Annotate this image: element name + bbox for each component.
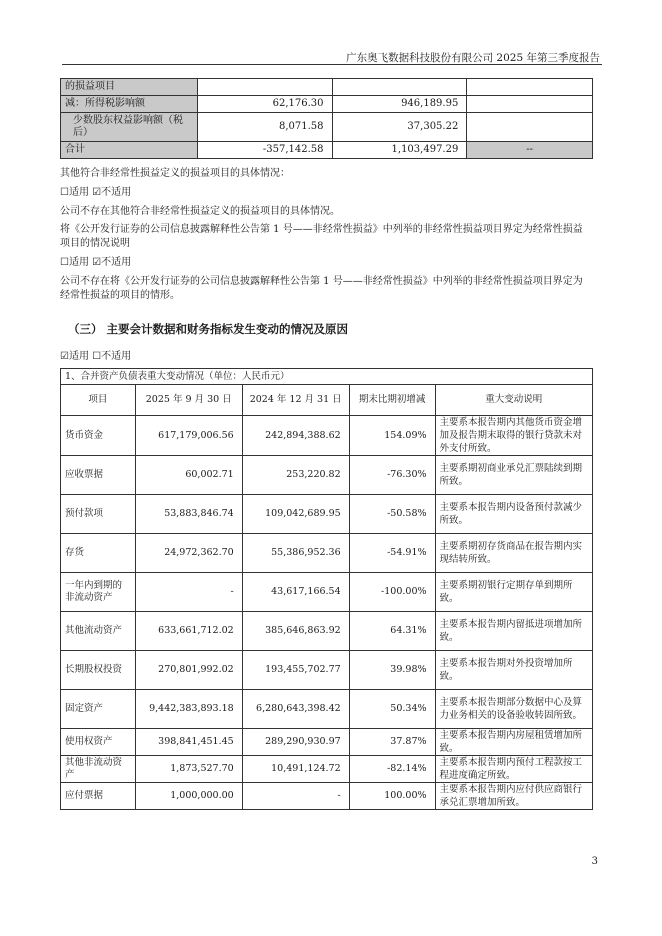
table-row bbox=[61, 495, 593, 534]
item-cell: 应付票据 bbox=[61, 783, 136, 810]
item-cell: 一年内到期的非流动资产 bbox=[61, 573, 136, 612]
table-row bbox=[61, 416, 593, 456]
value-cell: 1,873,527.70 bbox=[135, 756, 242, 783]
value-cell bbox=[467, 96, 593, 113]
change-cell: -76.30% bbox=[349, 456, 435, 495]
table-caption-row bbox=[61, 369, 593, 385]
table-row bbox=[61, 651, 593, 690]
table-row bbox=[61, 783, 593, 810]
non-recurring-table bbox=[60, 78, 593, 159]
value-cell bbox=[332, 79, 467, 96]
table-row bbox=[61, 79, 593, 96]
value-cell: 633,661,712.02 bbox=[135, 612, 242, 651]
row-label: 的损益项目 bbox=[61, 79, 198, 96]
description-cell: 主要系本报告期部分数据中心及算力业务相关的设备验收转固所致。 bbox=[435, 690, 592, 729]
description-cell: 主要系期初银行定期存单到期所致。 bbox=[435, 573, 592, 612]
description-cell: 主要系本报告期内预付工程款按工程进度确定所致。 bbox=[435, 756, 592, 783]
description-cell: 主要系本报告期内设备预付款减少所致。 bbox=[435, 495, 592, 534]
value-cell: 24,972,362.70 bbox=[135, 534, 242, 573]
applicability-options: ☐适用 ☑不适用 bbox=[60, 257, 132, 268]
description-cell: 主要系本报告期对外投资增加所致。 bbox=[435, 651, 592, 690]
value-cell: -357,142.58 bbox=[197, 142, 332, 159]
change-cell: 100.00% bbox=[349, 783, 435, 810]
value-cell: 55,386,952.36 bbox=[242, 534, 349, 573]
value-cell: 37,305.22 bbox=[332, 113, 467, 142]
change-cell: 64.31% bbox=[349, 612, 435, 651]
column-header: 重大变动说明 bbox=[435, 385, 592, 416]
table-caption: 1、合并资产负债表重大变动情况（单位：人民币元） bbox=[61, 369, 593, 385]
paragraph: 公司不存在其他符合非经常性损益定义的损益项目的具体情况。 bbox=[60, 206, 340, 217]
item-cell: 应收票据 bbox=[61, 456, 136, 495]
row-label: 少数股东权益影响额（税后） bbox=[61, 113, 198, 142]
column-header: 项目 bbox=[61, 385, 136, 416]
column-header: 期末比期初增减 bbox=[349, 385, 435, 416]
value-cell: - bbox=[242, 783, 349, 810]
description-cell: 主要系期初存货商品在报告期内实现结转所致。 bbox=[435, 534, 592, 573]
table-row bbox=[61, 113, 593, 142]
value-cell bbox=[197, 79, 332, 96]
report-header: 广东奥飞数据科技股份有限公司 2025 年第三季度报告 bbox=[346, 52, 600, 64]
item-cell: 货币资金 bbox=[61, 416, 136, 456]
table-row bbox=[61, 456, 593, 495]
value-cell: 62,176.30 bbox=[197, 96, 332, 113]
value-cell: 946,189.95 bbox=[332, 96, 467, 113]
item-cell: 使用权资产 bbox=[61, 729, 136, 756]
description-cell: 主要系本报告期内其他货币资金增加及报告期末取得的银行贷款未对外支付所致。 bbox=[435, 416, 592, 456]
description-cell: 主要系期初商业承兑汇票陆续到期所致。 bbox=[435, 456, 592, 495]
value-cell: - bbox=[135, 573, 242, 612]
value-cell: 53,883,846.74 bbox=[135, 495, 242, 534]
paragraph: 将《公开发行证券的公司信息披露解释性公告第 1 号——非经常性损益》中列举的非经常性损益项目界定为经常性损益 bbox=[60, 224, 583, 235]
item-cell: 长期股权投资 bbox=[61, 651, 136, 690]
value-cell: 9,442,383,893.18 bbox=[135, 690, 242, 729]
paragraph: 其他符合非经常性损益定义的损益项目的具体情况： bbox=[60, 168, 290, 179]
value-cell: 253,220.82 bbox=[242, 456, 349, 495]
value-cell bbox=[467, 79, 593, 96]
value-cell: 1,103,497.29 bbox=[332, 142, 467, 159]
table-row bbox=[61, 756, 593, 783]
value-cell: 43,617,166.54 bbox=[242, 573, 349, 612]
value-cell: 270,801,992.02 bbox=[135, 651, 242, 690]
change-cell: -50.58% bbox=[349, 495, 435, 534]
applicability-options: ☑适用 ☐不适用 bbox=[60, 351, 132, 362]
change-cell: 39.98% bbox=[349, 651, 435, 690]
item-cell: 其他非流动资产 bbox=[61, 756, 136, 783]
description-cell: 主要系本报告期内应付供应商银行承兑汇票增加所致。 bbox=[435, 783, 592, 810]
balance-sheet-changes-table bbox=[60, 368, 593, 810]
value-cell: 289,290,930.97 bbox=[242, 729, 349, 756]
header-divider bbox=[62, 64, 602, 65]
change-cell: -100.00% bbox=[349, 573, 435, 612]
value-cell: 10,491,124.72 bbox=[242, 756, 349, 783]
column-header: 2025 年 9 月 30 日 bbox=[135, 385, 242, 416]
table-header-row bbox=[61, 385, 593, 416]
table-row bbox=[61, 729, 593, 756]
value-cell: 1,000,000.00 bbox=[135, 783, 242, 810]
value-cell bbox=[467, 113, 593, 142]
table-row bbox=[61, 534, 593, 573]
value-cell: 60,002.71 bbox=[135, 456, 242, 495]
change-cell: -82.14% bbox=[349, 756, 435, 783]
value-cell: 385,646,863.92 bbox=[242, 612, 349, 651]
change-cell: 37.87% bbox=[349, 729, 435, 756]
table-row bbox=[61, 690, 593, 729]
applicability-options: ☐适用 ☑不适用 bbox=[60, 187, 132, 198]
table-row bbox=[61, 573, 593, 612]
change-cell: 50.34% bbox=[349, 690, 435, 729]
paragraph: 公司不存在将《公开发行证券的公司信息披露解释性公告第 1 号——非经常性损益》中列举的非经常性损益项目界定为 bbox=[60, 276, 583, 287]
paragraph: 经常性损益的项目的情形。 bbox=[60, 290, 180, 301]
value-cell: 8,071.58 bbox=[197, 113, 332, 142]
value-cell: 242,894,388.62 bbox=[242, 416, 349, 456]
paragraph: 项目的情况说明 bbox=[60, 238, 130, 249]
table-row bbox=[61, 96, 593, 113]
row-label: 合计 bbox=[61, 142, 198, 159]
item-cell: 存货 bbox=[61, 534, 136, 573]
value-cell: -- bbox=[467, 142, 593, 159]
page-number: 3 bbox=[591, 856, 598, 867]
description-cell: 主要系本报告期内留抵进项增加所致。 bbox=[435, 612, 592, 651]
value-cell: 109,042,689.95 bbox=[242, 495, 349, 534]
column-header: 2024 年 12 月 31 日 bbox=[242, 385, 349, 416]
change-cell: -54.91% bbox=[349, 534, 435, 573]
value-cell: 617,179,006.56 bbox=[135, 416, 242, 456]
row-label: 减：所得税影响额 bbox=[61, 96, 198, 113]
table-row bbox=[61, 142, 593, 159]
item-cell: 预付款项 bbox=[61, 495, 136, 534]
table-row bbox=[61, 612, 593, 651]
description-cell: 主要系本报告期内房屋租赁增加所致。 bbox=[435, 729, 592, 756]
item-cell: 其他流动资产 bbox=[61, 612, 136, 651]
change-cell: 154.09% bbox=[349, 416, 435, 456]
value-cell: 6,280,643,398.42 bbox=[242, 690, 349, 729]
value-cell: 193,455,702.77 bbox=[242, 651, 349, 690]
value-cell: 398,841,451.45 bbox=[135, 729, 242, 756]
section-title: （三） 主要会计数据和财务指标发生变动的情况及原因 bbox=[68, 322, 349, 336]
item-cell: 固定资产 bbox=[61, 690, 136, 729]
